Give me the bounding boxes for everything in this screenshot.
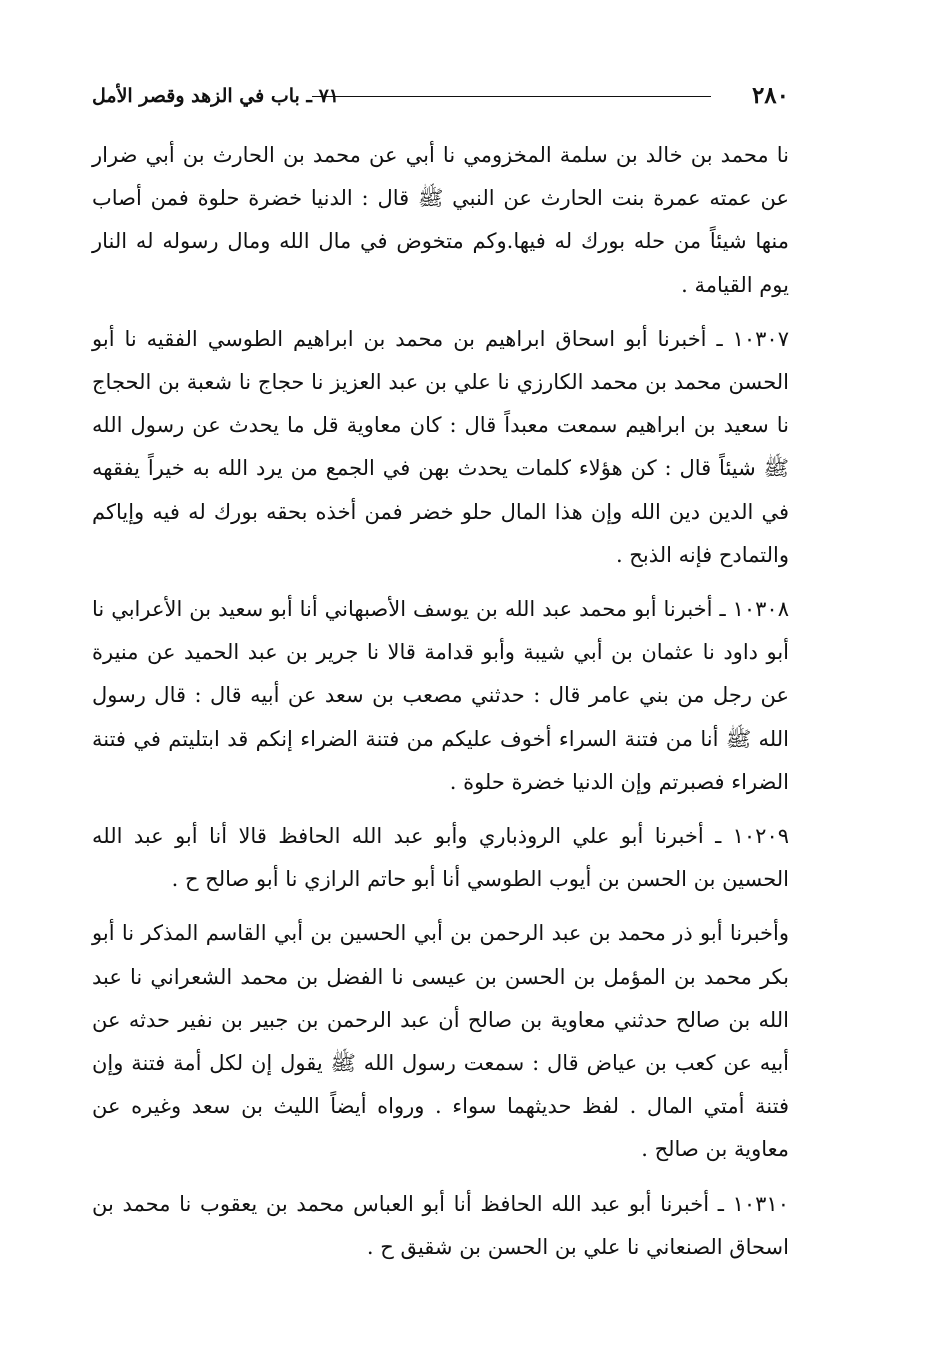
hadith-10307 [92, 318, 789, 577]
hadith-number: ١٠٣٠٧ ـ [716, 326, 789, 351]
running-head [92, 80, 789, 112]
paragraph-text: أخبرنا أبو علي الروذباري وأبو عبد الله الحافظ قالا أنا أبو عبد الله الحسين بن الحسن بن أيوب الطوسي أنا أبو حاتم الرازي نا أبو صالح ح . [92, 824, 789, 892]
hadith-10308 [92, 588, 789, 804]
paragraph-text: وأخبرنا أبو ذر محمد بن عبد الرحمن بن أبي الحسين بن أبي القاسم المذكر نا أبو بكر محمد بن المؤمل بن الحسن بن عيسى نا الفضل بن محمد الشعراني نا عبد الله بن صالح حدثني معاوية بن صالح أن عبد الرحمن بن جبير بن نفير حدثه عن أبيه عن كعب بن عياض قال : سمعت رسول الله ﷺ يقول إن لكل أمة فتنة وإن فتنة أمتي المال . لفظ حديثهما سواء . ورواه أيضاً الليث بن سعد وغيره عن معاوية بن صالح . [92, 921, 789, 1162]
paragraph-text: أخبرنا أبو عبد الله الحافظ أنا أبو العباس محمد بن يعقوب نا محمد بن اسحاق الصنعاني نا علي بن الحسن بن شقيق ح . [92, 1191, 789, 1259]
paragraph-text: نا محمد بن خالد بن سلمة المخزومي نا أبي عن محمد بن الحارث بن أبي ضرار عن عمته عمرة بنت الحارث عن النبي ﷺ قال : الدنيا خضرة حلوة فمن أصاب منها شيئاً من حله بورك له فيها.وكم متخوض في مال الله ومال رسوله له النار يوم القيامة . [92, 143, 789, 297]
paragraph-continuation [92, 134, 789, 307]
hadith-number: ١٠٣١٠ ـ [717, 1191, 789, 1216]
body-text [92, 134, 789, 1269]
hadith-number: ١٠٢٠٩ ـ [715, 824, 790, 849]
hadith-number: ١٠٣٠٨ ـ [719, 597, 789, 622]
paragraph-text: أخبرنا أبو محمد عبد الله بن يوسف الأصبهاني أنا أبو سعيد بن الأعرابي نا أبو داود نا عثمان بن أبي شيبة وأبو قدامة قالا نا جرير بن عبد الحميد عن منيرة عن رجل من بني عامر قال : حدثني مصعب بن سعد عن أبيه قال : قال رسول الله ﷺ أنا من فتنة السراء أخوف عليكم من فتنة الضراء إنكم قد ابتليتم في فتنة الضراء فصبرتم وإن الدنيا خضرة حلوة . [92, 597, 789, 794]
paragraph-text: أخبرنا أبو اسحاق ابراهيم بن محمد بن ابراهيم الطوسي الفقيه نا أبو الحسن محمد بن محمد الكارزي نا علي بن عبد العزيز نا حجاج نا شعبة بن الحجاج نا سعيد بن ابراهيم سمعت معبداً قال : كان معاوية قل ما يحدث عن رسول الله ﷺ شيئاً قال : كن هؤلاء كلمات يحدث بهن في الجمع من يرد الله به خيراً يفقهه في الدين دين الله وإن هذا المال حلو خضر فمن أخذه بحقه بورك له فيه وإياكم والتمادح فإنه الذبح . [92, 326, 789, 567]
hadith-10310 [92, 1183, 789, 1269]
chapter-title: ٧١ ـ باب في الزهد وقصر الأمل [92, 85, 340, 107]
header-rule [312, 96, 711, 97]
hadith-10209 [92, 815, 789, 901]
paragraph-second-chain [92, 912, 789, 1171]
page-number: ٢٨٠ [751, 82, 789, 109]
